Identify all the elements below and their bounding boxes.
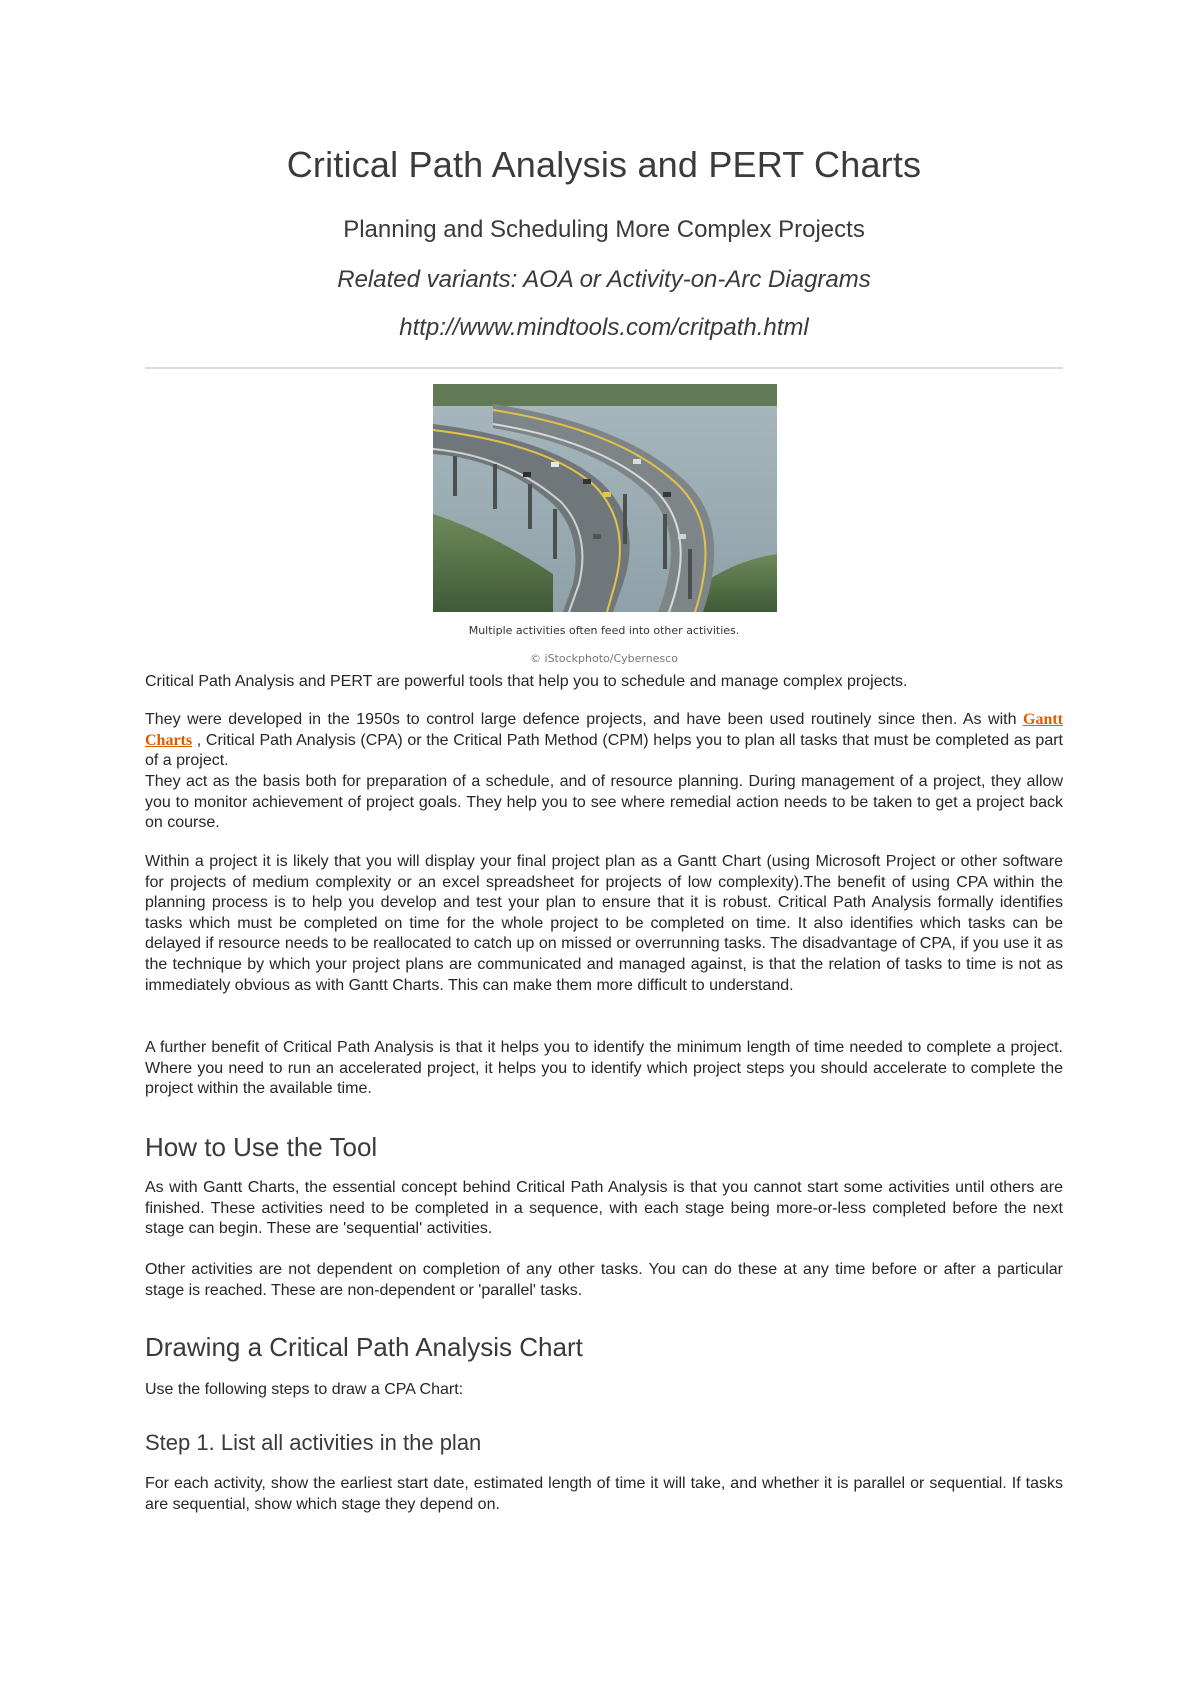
intro-paragraph-2 bbox=[145, 710, 1063, 772]
gantt-charts-link[interactable]: Gantt Charts bbox=[145, 711, 1063, 749]
document-title: Critical Path Analysis and PERT Charts bbox=[286, 144, 922, 185]
highway-photo-illustration bbox=[433, 384, 777, 612]
header-divider bbox=[145, 367, 1063, 369]
step1-paragraph-1: For each activity, show the earliest start date, estimated length of time it will take, and whether it is parallel or sequential. If tasks are sequential, show which stage they depend on. bbox=[145, 1475, 1063, 1513]
document-subtitle: Planning and Scheduling More Complex Projects bbox=[343, 216, 865, 243]
drawing-paragraph-1: Use the following steps to draw a CPA Chart: bbox=[145, 1381, 464, 1398]
highway-photo bbox=[433, 384, 777, 612]
section-heading-step-1: Step 1. List all activities in the plan bbox=[145, 1430, 482, 1455]
intro-p2-text-before: They were developed in the 1950s to control large defence projects, and have been used routinely since then. As with bbox=[145, 711, 1023, 728]
figure-caption: Multiple activities often feed into other activities. bbox=[468, 624, 740, 637]
intro-paragraph-4: Within a project it is likely that you will display your final project plan as a Gantt Chart (using Microsoft Project or other software for projects of medium complexity or an excel spreadsheet for projects of low complexity).The benefit of using CPA within the planning process is to help you develop and test your plan to ensure that it is robust. Critical Path Analysis formally identifies tasks which must be completed on time for the whole project to be completed on time. It also identifies which tasks can be delayed if resource needs to be reallocated to catch up on missed or overrunning tasks. The disadvantage of CPA, if you use it as the technique by which your project plans are communicated and managed against, is that the relation of tasks to time is not as immediately obvious as with Gantt Charts. This can make them more difficult to understand. bbox=[145, 853, 1063, 994]
section-heading-drawing: Drawing a Critical Path Analysis Chart bbox=[145, 1332, 583, 1362]
intro-paragraph-3: They act as the basis both for preparation of a schedule, and of resource planning. During management of a project, they allow you to monitor achievement of project goals. They help you to see where remedial action needs to be taken to get a project back on course. bbox=[145, 773, 1063, 832]
source-url: http://www.mindtools.com/critpath.html bbox=[399, 314, 809, 341]
how-to-paragraph-2: Other activities are not dependent on completion of any other tasks. You can do these at any time before or after a particular stage is reached. These are non-dependent or 'parallel' tasks. bbox=[145, 1261, 1063, 1299]
figure-credit: © iStockphoto/Cybernesco bbox=[530, 652, 678, 665]
section-heading-how-to-use: How to Use the Tool bbox=[145, 1132, 378, 1162]
how-to-paragraph-1: As with Gantt Charts, the essential concept behind Critical Path Analysis is that you cannot start some activities until others are finished. These activities need to be completed in a sequence, with each stage being more-or-less completed before the next stage can begin. These are 'sequential' activities. bbox=[145, 1179, 1063, 1238]
intro-p2-text-after: , Critical Path Analysis (CPA) or the Critical Path Method (CPM) helps you to plan all tasks that must be completed as part of a project. bbox=[145, 731, 1063, 770]
intro-paragraph-5: A further benefit of Critical Path Analysis is that it helps you to identify the minimum length of time needed to complete a project. Where you need to run an accelerated project, it helps you to identify which project steps you should accelerate to complete the project within the available time. bbox=[145, 1039, 1063, 1098]
related-variants: Related variants: AOA or Activity-on-Arc Diagrams bbox=[337, 266, 871, 293]
intro-paragraph-1: Critical Path Analysis and PERT are powerful tools that help you to schedule and manage complex projects. bbox=[145, 673, 908, 690]
